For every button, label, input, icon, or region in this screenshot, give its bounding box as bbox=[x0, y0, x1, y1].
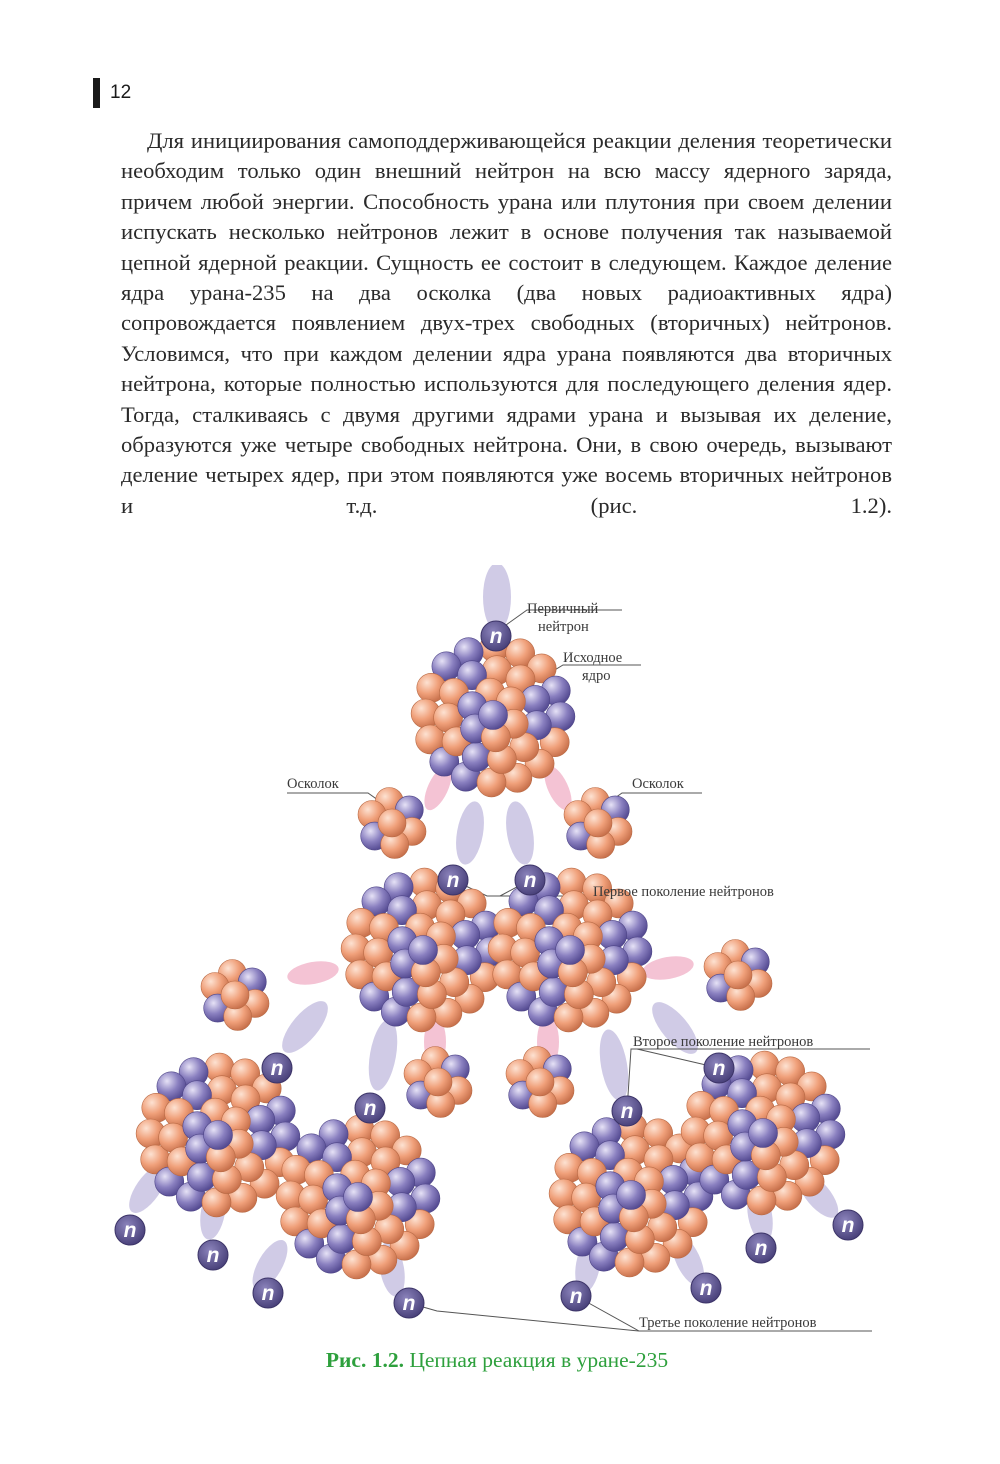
label-initial-nucleus-1: Исходное bbox=[563, 650, 623, 666]
proton-particle bbox=[724, 961, 752, 989]
neutron-particle bbox=[749, 1119, 778, 1148]
label-third-generation: Третье поколение нейтронов bbox=[639, 1315, 817, 1331]
neutron-gen3-2 bbox=[198, 1240, 228, 1270]
label-initial-nucleus-2: ядро bbox=[582, 668, 611, 684]
neutron-symbol: n bbox=[363, 1097, 377, 1120]
neutron-particle bbox=[556, 936, 585, 965]
neutron-gen3-6 bbox=[691, 1273, 721, 1303]
fragment-trail-l2 bbox=[285, 958, 340, 989]
neutron-gen2-1 bbox=[262, 1053, 292, 1083]
label-second-generation: Второе поколение нейтронов bbox=[633, 1034, 814, 1050]
chain-reaction-figure bbox=[100, 565, 890, 1340]
label-first-generation: Первое поколение нейтронов bbox=[593, 884, 774, 900]
label-primary-neutron-1: Первичный bbox=[527, 601, 599, 617]
proton-particle bbox=[424, 1068, 452, 1096]
label-fragment-left: Осколок bbox=[287, 776, 339, 792]
neutron-gen1-2 bbox=[515, 865, 545, 895]
proton-particle bbox=[221, 981, 249, 1009]
neutron-symbol: n bbox=[123, 1219, 137, 1242]
neutron-symbol: n bbox=[261, 1282, 275, 1305]
neutron-symbol: n bbox=[712, 1057, 726, 1080]
neutron-symbol: n bbox=[270, 1057, 284, 1080]
neutron-gen3-7 bbox=[746, 1233, 776, 1263]
caption-label: Рис. 1.2. bbox=[325, 1348, 404, 1372]
neutron-symbol: n bbox=[523, 869, 537, 892]
neutron-gen2-2 bbox=[355, 1093, 385, 1123]
neutron-particle bbox=[409, 936, 438, 965]
gen1-fragment-center-right bbox=[506, 1047, 574, 1118]
neutron-gen3-4 bbox=[394, 1288, 424, 1318]
neutron-symbol: n bbox=[699, 1277, 713, 1300]
gen2-nucleus-2 bbox=[276, 1115, 440, 1279]
body-paragraph: Для инициирования самоподдерживающейся реакции деления теоретически необходим только один внешний нейтрон на всю массу ядерного заряда, причем любой энергии. Способность урана или плутония при своем делении испускать несколько нейтронов лежит в основе получения так называемой цепной ядерной реакции. Сущность ее состоит в следующем. Каждое деление ядра урана-235 на два осколка (два новых радиоактивных ядра) сопровождается появлением двух-трех свободных (вторичных) нейтронов. Условимся, что при каждом делении ядра урана появляются два вторичных нейтрона, которые полностью используются для последующего деления ядер. Тогда, сталкиваясь с двумя другими ядрами урана и вызывая их деление, образуются уже четыре свободных нейтрона. Они, в свою очередь, вызывают деление четырех ядер, при этом появляются уже восемь вторичных нейтронов и т.д. (рис. 1.2). bbox=[121, 128, 892, 518]
neutron-gen2-3 bbox=[612, 1096, 642, 1126]
nuclei-layer bbox=[136, 633, 845, 1279]
neutron-symbol: n bbox=[206, 1244, 220, 1267]
second-gen-trail-4 bbox=[644, 995, 705, 1061]
neutron-gen3-5 bbox=[561, 1281, 591, 1311]
caption-text: Цепная реакция в уране-235 bbox=[409, 1348, 669, 1372]
neutron-gen3-3 bbox=[253, 1278, 283, 1308]
initial-nucleus bbox=[411, 633, 575, 797]
page-number: 12 bbox=[110, 82, 132, 103]
neutron-symbol: n bbox=[569, 1285, 583, 1308]
proton-particle bbox=[584, 809, 612, 837]
label-primary-neutron-2: нейтрон bbox=[538, 619, 589, 635]
second-gen-trail-3 bbox=[595, 1027, 633, 1102]
neutron-symbol: n bbox=[402, 1292, 416, 1315]
second-gen-trail-2 bbox=[364, 1017, 402, 1092]
neutron-gen3-1 bbox=[115, 1215, 145, 1245]
neutron-symbol: n bbox=[841, 1214, 855, 1237]
neutron-particle bbox=[344, 1183, 373, 1212]
first-gen-trail-right bbox=[502, 799, 539, 867]
gen1-fragment-left bbox=[201, 960, 269, 1031]
gen1-fragment-right bbox=[704, 940, 772, 1011]
figure-caption bbox=[0, 1348, 994, 1373]
chain-reaction-diagram bbox=[100, 565, 890, 1340]
neutron-gen3-8 bbox=[833, 1210, 863, 1240]
proton-particle bbox=[378, 809, 406, 837]
neutron-symbol: n bbox=[446, 869, 460, 892]
neutron-symbol: n bbox=[489, 625, 503, 648]
fragment-left bbox=[358, 788, 426, 859]
neutron-symbol: n bbox=[620, 1100, 634, 1123]
neutron-particle bbox=[617, 1181, 646, 1210]
page-number-bar bbox=[93, 78, 100, 108]
neutron-particle bbox=[479, 701, 508, 730]
neutron-particle bbox=[204, 1121, 233, 1150]
gen1-nucleus-left bbox=[341, 868, 505, 1032]
second-gen-trail-1 bbox=[274, 994, 335, 1060]
neutron-gen2-4 bbox=[704, 1053, 734, 1083]
neutron-symbol: n bbox=[754, 1237, 768, 1260]
proton-particle bbox=[526, 1068, 554, 1096]
neutron-gen1-1 bbox=[438, 865, 468, 895]
neutron-primary bbox=[481, 621, 511, 651]
label-fragment-right: Осколок bbox=[632, 776, 684, 792]
gen1-fragment-center-left bbox=[404, 1047, 472, 1118]
fragment-right bbox=[564, 788, 632, 859]
first-gen-trail-left bbox=[452, 799, 489, 867]
